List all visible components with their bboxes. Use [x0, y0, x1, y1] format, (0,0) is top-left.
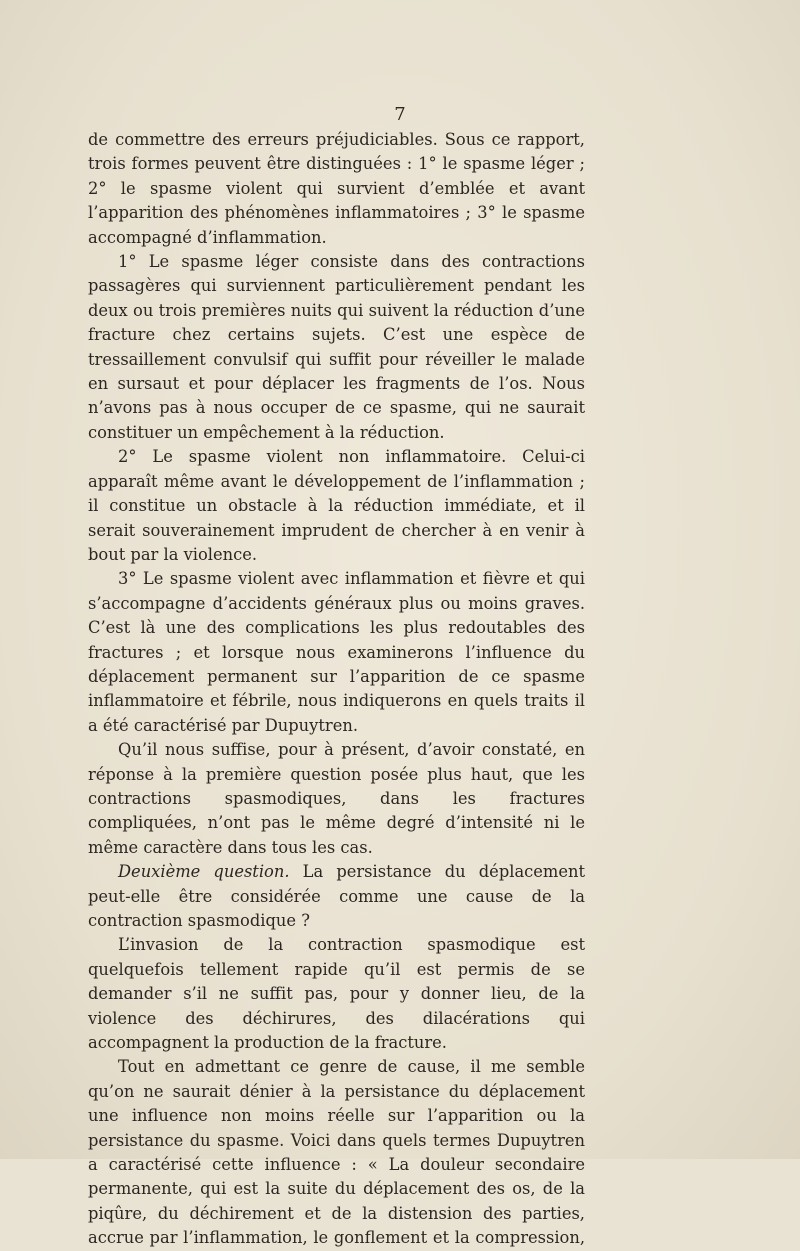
question-heading: Deuxième question.: [118, 862, 290, 882]
paragraph-invasion: L’invasion de la contraction spasmodique est quelquefois tellement rapide qu’il est permis de se demander s’il ne suffit pas, pour y donner lieu, de la violence des déchirures, des dilacérations qui accompagnent la production de la fracture.: [88, 935, 585, 1053]
question-text: La persistance du déplacement peut-elle être considérée comme une cause de la contraction spasmodique ?: [88, 862, 586, 930]
paragraph-deuxieme-question: [88, 860, 585, 933]
paragraph-conclusion: Qu’il nous suffise, pour à présent, d’avoir constaté, en réponse à la première question posée plus haut, que les contractions spasmodiques, dans les fractures compliquées, n’ont pas le même degré d’intensité ni le même caractère dans tous les cas.: [88, 740, 585, 857]
paragraph-continuation: de commettre des erreurs préjudiciables. Sous ce rapport, trois formes peuvent être distinguées : 1° le spasme léger ; 2° le spasme violent qui survient d’emblée et avant l’apparition des phénomènes inflammatoires ; 3° le spasme accompagné d’inflammation.: [88, 130, 585, 247]
paragraph-spasme-leger: 1° Le spasme léger consiste dans des contractions passagères qui surviennent particulièrement pendant les deux ou trois premières nuits qui suivent la réduction d’une fracture chez certains sujets. C’est une espèce de tressaillement convulsif qui suffit pour réveiller le malade en sursaut et pour déplacer les fragments de l’os. Nous n’avons pas à nous occuper de ce spasme, qui ne saurait constituer un empêchement à la réduction.: [88, 252, 585, 442]
paragraph-spasme-inflammatoire: 3° Le spasme violent avec inflammation et fièvre et qui s’accompagne d’accidents généraux plus ou moins graves. C’est là une des complications les plus redoutables des fractures ; et lorsque nous examinerons l’influence du déplacement permanent sur l’apparition de ce spasme inflammatoire et fébrile, nous indiquerons en quels traits il a été caractérisé par Dupuytren.: [88, 569, 585, 735]
paragraph-spasme-violent: 2° Le spasme violent non inflammatoire. Celui-ci apparaît même avant le développement de l’inflammation ; il constitue un obstacle à la réduction immédiate, et il serait souverainement imprudent de chercher à en venir à bout par la violence.: [88, 447, 585, 564]
paragraph-dupuytren: Tout en admettant ce genre de cause, il me semble qu’on ne saurait dénier à la persistance du déplacement une influence non moins réelle sur l’apparition ou la persistance du spasme. Voici dans quels termes Dupuytren a caractérisé cette influence : « La douleur secondaire permanente, qui est la suite du déplacement des os, de la piqûre, du déchirement et de la distension des parties, accrue par l’inflammation, le gonflement et la compression,: [88, 1057, 585, 1248]
page-number: 7: [394, 104, 406, 125]
body-text: [88, 128, 585, 1251]
